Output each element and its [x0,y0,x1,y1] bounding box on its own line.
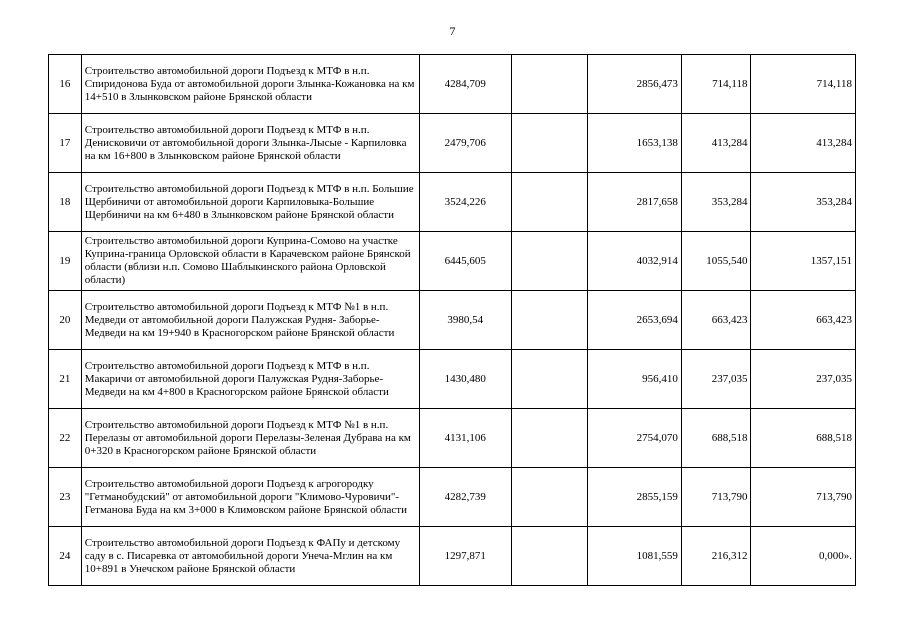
row-value-2: 237,035 [681,350,751,409]
row-total: 2479,706 [419,114,511,173]
row-value-3: 714,118 [751,55,856,114]
row-description: Строительство автомобильной дороги Подъезд к МТФ в н.п. Спиридонова Буда от автомобильной дороги Злынка-Кожановка на км 14+510 в Злынковском районе Брянской области [81,55,419,114]
row-value-2: 713,790 [681,468,751,527]
row-value-2: 216,312 [681,527,751,586]
row-value-1: 956,410 [587,350,681,409]
table-row [49,232,856,291]
row-number: 23 [49,468,82,527]
table-row [49,409,856,468]
row-number: 24 [49,527,82,586]
table-row [49,173,856,232]
row-total: 3980,54 [419,291,511,350]
row-description: Строительство автомобильной дороги Подъезд к МТФ №1 в н.п. Медведи от автомобильной дороги Палужская Рудня- Заборье- Медведи на км 19+940 в Красногорском районе Брянской области [81,291,419,350]
row-description: Строительство автомобильной дороги Подъезд к МТФ в н.п. Большие Щербиничи от автомобильной дороги Карпиловыка-Большие Щербиничи на км 6+480 в Злынковском районе Брянской области [81,173,419,232]
row-empty-cell [511,350,587,409]
row-description: Строительство автомобильной дороги Подъезд к МТФ в н.п. Денисковичи от автомобильной дороги Злынка-Лысые - Карпиловка на км 16+800 в Злынковском районе Брянской области [81,114,419,173]
row-value-3: 713,790 [751,468,856,527]
row-empty-cell [511,114,587,173]
row-value-2: 1055,540 [681,232,751,291]
row-total: 3524,226 [419,173,511,232]
row-number: 17 [49,114,82,173]
row-empty-cell [511,232,587,291]
row-number: 16 [49,55,82,114]
row-value-1: 4032,914 [587,232,681,291]
row-description: Строительство автомобильной дороги Подъезд к МТФ в н.п. Макаричи от автомобильной дороги Палужская Рудня-Заборье-Медведи на км 4+800 в Красногорском районе Брянской области [81,350,419,409]
table-body [49,55,856,586]
row-value-3: 663,423 [751,291,856,350]
page-number: 7 [449,24,456,38]
row-value-1: 2817,658 [587,173,681,232]
row-empty-cell [511,291,587,350]
row-total: 6445,605 [419,232,511,291]
row-empty-cell [511,409,587,468]
row-empty-cell [511,527,587,586]
row-value-3: 688,518 [751,409,856,468]
row-value-3: 1357,151 [751,232,856,291]
row-value-1: 1081,559 [587,527,681,586]
table-row [49,350,856,409]
row-value-1: 2754,070 [587,409,681,468]
row-number: 20 [49,291,82,350]
table-row [49,114,856,173]
row-empty-cell [511,55,587,114]
row-total: 4131,106 [419,409,511,468]
row-empty-cell [511,173,587,232]
row-total: 1430,480 [419,350,511,409]
row-value-1: 2856,473 [587,55,681,114]
row-value-1: 2653,694 [587,291,681,350]
row-total: 4282,739 [419,468,511,527]
row-value-3: 413,284 [751,114,856,173]
row-number: 19 [49,232,82,291]
row-total: 4284,709 [419,55,511,114]
row-number: 21 [49,350,82,409]
row-value-1: 2855,159 [587,468,681,527]
table-row [49,468,856,527]
row-value-3: 237,035 [751,350,856,409]
row-number: 22 [49,409,82,468]
table-row [49,291,856,350]
row-value-2: 353,284 [681,173,751,232]
row-value-3: 353,284 [751,173,856,232]
row-value-2: 714,118 [681,55,751,114]
table-row [49,527,856,586]
row-value-2: 663,423 [681,291,751,350]
table-row [49,55,856,114]
row-description: Строительство автомобильной дороги Подъезд к МТФ №1 в н.п. Перелазы от автомобильной дороги Перелазы-Зеленая Дубрава на км 0+320 в Красногорском районе Брянской области [81,409,419,468]
row-value-3: 0,000». [751,527,856,586]
row-value-2: 688,518 [681,409,751,468]
row-total: 1297,871 [419,527,511,586]
row-empty-cell [511,468,587,527]
row-description: Строительство автомобильной дороги Подъезд к агрогородку "Гетманобудский" от автомобильной дороги "Климово-Чуровичи"-Гетманова Буда на км 3+000 в Климовском районе Брянской области [81,468,419,527]
row-value-2: 413,284 [681,114,751,173]
row-description: Строительство автомобильной дороги Подъезд к ФАПу и детскому саду в с. Писаревка от автомобильной дороги Унеча-Мглин на км 10+891 в Унечском районе Брянской области [81,527,419,586]
row-number: 18 [49,173,82,232]
row-description: Строительство автомобильной дороги Куприна-Сомово на участке Куприна-граница Орловской области в Карачевском районе Брянской области (вблизи н.п. Сомово Шаблыкинского района Орловской области) [81,232,419,291]
row-value-1: 1653,138 [587,114,681,173]
construction-table [48,54,856,586]
